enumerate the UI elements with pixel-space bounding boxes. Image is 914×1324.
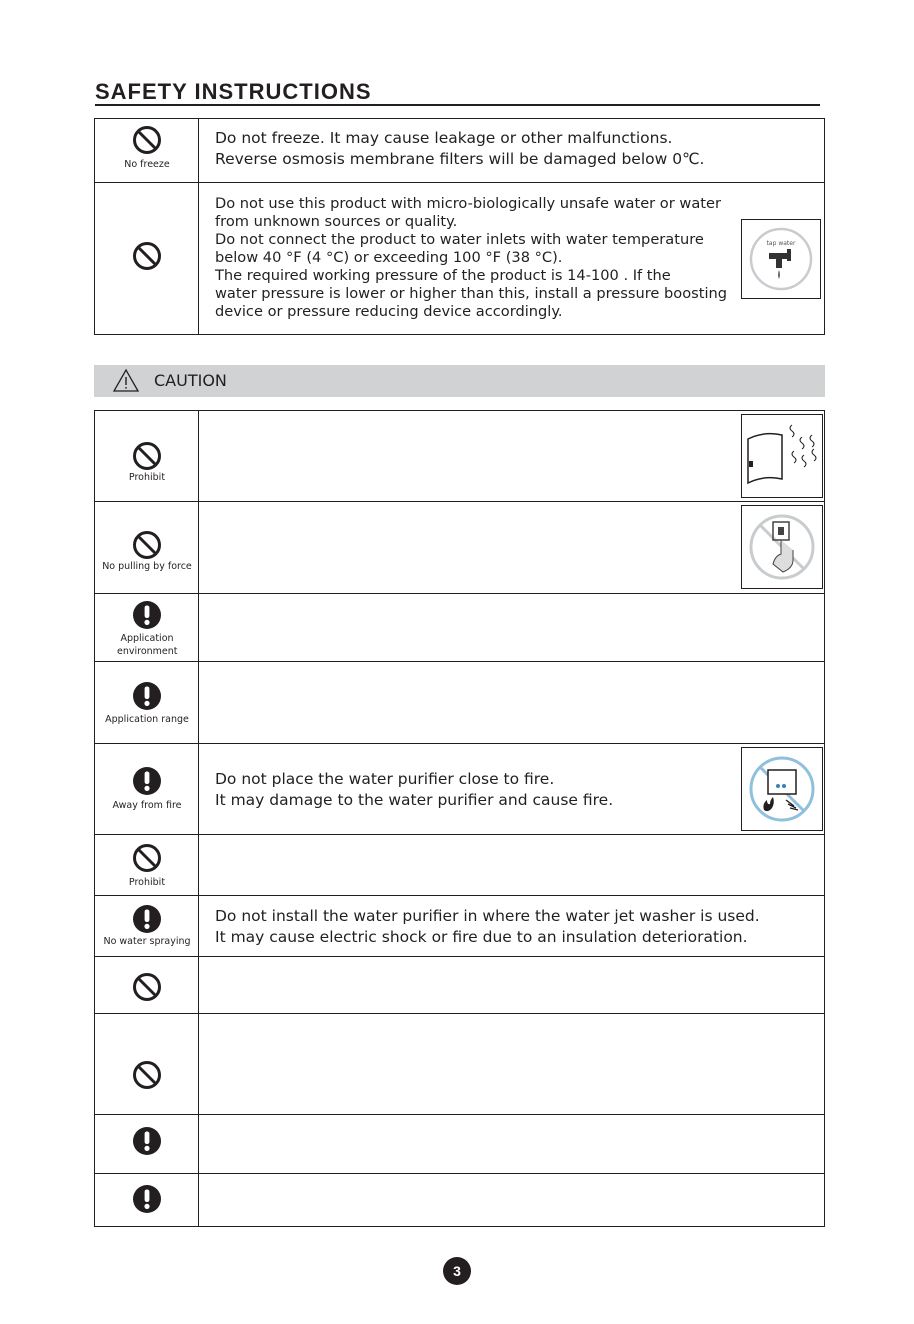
text-line: Do not install the water purifier in where the water jet washer is used.	[215, 907, 760, 925]
prohibit-icon	[132, 972, 162, 1002]
row-text	[215, 195, 727, 321]
exclamation-icon	[132, 1184, 162, 1214]
text-line: from unknown sources or quality.	[215, 213, 458, 230]
symbol-label: Prohibit	[128, 472, 166, 483]
text-line: Reverse osmosis membrane filters will be damaged below 0℃.	[215, 150, 705, 168]
symbol-label: Application range	[105, 714, 189, 725]
text-line: Do not freeze. It may cause leakage or other malfunctions.	[215, 129, 673, 147]
prohibit-icon	[132, 1060, 162, 1090]
table-row-prohibit	[95, 835, 824, 896]
table-row-no-freeze	[95, 119, 824, 183]
table-row-application-range	[95, 662, 824, 744]
tap-water-illustration	[741, 219, 821, 299]
row-text	[215, 128, 704, 170]
page-number: 3	[443, 1257, 471, 1285]
table-row-water-source	[95, 183, 824, 335]
page-title: SAFETY INSTRUCTIONS	[95, 79, 372, 104]
text-line: Do not connect the product to water inlets with water temperature	[215, 231, 704, 248]
text-line: water pressure is lower or higher than this, install a pressure boosting	[215, 285, 728, 302]
table-row-prohibit	[95, 957, 824, 1014]
prohibit-icon	[132, 125, 162, 155]
text-line: Do not place the water purifier close to fire.	[215, 770, 555, 788]
prohibit-icon	[132, 843, 162, 873]
caution-header	[94, 365, 825, 397]
title-underline	[95, 104, 820, 106]
caution-table	[94, 410, 825, 1227]
table-row-no-water-spraying	[95, 896, 824, 957]
text-line: below 40 °F (4 °C) or exceeding 100 °F (38 °C).	[215, 249, 563, 266]
table-row-mandatory	[95, 1174, 824, 1227]
table-row-mandatory	[95, 1115, 824, 1174]
prohibit-icon	[132, 441, 162, 471]
caution-title: CAUTION	[154, 371, 227, 390]
exclamation-icon	[132, 681, 162, 711]
symbol-label: Prohibit	[128, 877, 166, 888]
table-row-no-pulling	[95, 502, 824, 594]
symbol-label: Application environment	[117, 633, 178, 657]
prohibit-icon	[132, 241, 162, 271]
symbol-label: Away from fire	[112, 800, 182, 811]
text-line: Do not use this product with micro-biologically unsafe water or water	[215, 195, 721, 212]
svg-text:tap water: tap water	[766, 240, 796, 247]
exclamation-icon	[132, 904, 162, 934]
table-row-prohibit	[95, 411, 824, 502]
text-line: It may cause electric shock or fire due to an insulation deterioration.	[215, 928, 748, 946]
safety-table	[94, 118, 825, 335]
exclamation-icon	[132, 1126, 162, 1156]
text-line: The required working pressure of the product is 14-100 . If the	[215, 267, 671, 284]
warning-triangle-icon	[112, 368, 140, 393]
row-text	[215, 769, 613, 811]
prohibit-icon	[132, 530, 162, 560]
table-row-prohibit	[95, 1014, 824, 1115]
appliance-steam-illustration	[741, 414, 823, 498]
text-line: It may damage to the water purifier and cause fire.	[215, 791, 614, 809]
row-text	[215, 906, 760, 948]
symbol-label: No freeze	[124, 159, 170, 170]
text-line: device or pressure reducing device accordingly.	[215, 303, 563, 320]
table-row-application-environment	[95, 594, 824, 662]
no-pulling-illustration	[741, 505, 823, 589]
exclamation-icon	[132, 600, 162, 630]
fire-illustration	[741, 747, 823, 831]
symbol-label: No pulling by force	[102, 561, 192, 572]
exclamation-icon	[132, 766, 162, 796]
table-row-away-from-fire	[95, 744, 824, 835]
symbol-label: No water spraying	[103, 936, 191, 947]
